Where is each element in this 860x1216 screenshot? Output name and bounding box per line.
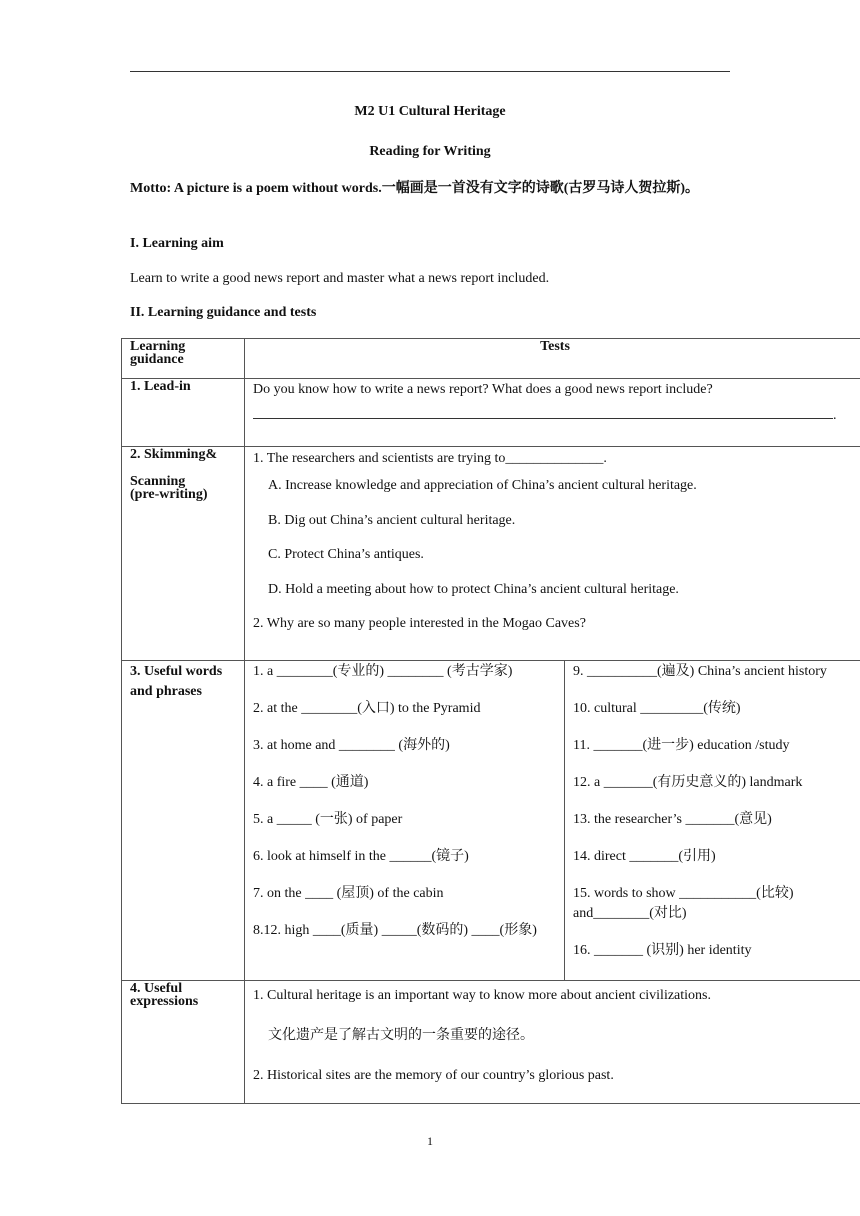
word-item-4: 4. a fire ____ (通道) <box>253 775 369 790</box>
page-number: 1 <box>427 1134 433 1148</box>
header-rule <box>130 71 730 72</box>
lead-in-question: Do you know how to write a news report? What does a good news report include? <box>253 382 713 397</box>
aim-text: Learn to write a good news report and master what a news report included. <box>130 271 550 286</box>
word-item-7: 7. on the ____ (屋顶) of the cabin <box>253 886 444 901</box>
header-line2: guidance <box>130 352 184 367</box>
word-item-13: 13. the researcher’s _______(意见) <box>573 812 772 827</box>
word-item-1: 1. a ________(专业的) ________ (考古学家) <box>253 664 513 679</box>
document-title: M2 U1 Cultural Heritage <box>354 104 506 119</box>
label-useful-words <box>122 661 244 702</box>
skimming-label-line3: (pre-writing) <box>130 487 208 502</box>
label-skimming <box>122 447 244 501</box>
lead-in-answer-line[interactable]: . <box>253 406 857 426</box>
useful-words-label-line2: and phrases <box>130 684 202 699</box>
word-item-14: 14. direct _______(引用) <box>573 849 716 864</box>
word-item-2: 2. at the ________(入口) to the Pyramid <box>253 701 481 716</box>
guidance-table <box>121 338 860 1104</box>
guidance-heading: II. Learning guidance and tests <box>130 305 317 320</box>
word-list-right <box>565 661 860 980</box>
motto: Motto: A picture is a poem without words.一幅画是一首没有文字的诗歌(古罗马诗人贺拉斯)。 <box>130 181 700 196</box>
skimming-q2: 2. Why are so many people interested in the Mogao Caves? <box>253 616 586 631</box>
word-item-12: 12. a _______(有历史意义的) landmark <box>573 775 803 790</box>
expression-1: 1. Cultural heritage is an important way to know more about ancient civilizations. <box>253 988 711 1003</box>
word-list-left <box>245 661 565 980</box>
option-b: B. Dig out China’s ancient cultural heritage. <box>268 512 516 528</box>
word-item-6: 6. look at himself in the ______(镜子) <box>253 849 469 864</box>
row-skimming <box>122 447 860 661</box>
word-item-11: 11. _______(进一步) education /study <box>573 738 790 753</box>
option-c: C. Protect China’s antiques. <box>268 547 424 562</box>
useful-expr-label-line1: 4. Useful <box>130 981 183 996</box>
option-a: A. Increase knowledge and appreciation of China’s ancient cultural heritage. <box>268 478 697 493</box>
word-item-5: 5. a _____ (一张) of paper <box>253 812 403 827</box>
row-lead-in <box>122 379 860 447</box>
table-header-row <box>122 339 860 379</box>
header-tests: Tests <box>540 339 570 354</box>
skimming-label-line2: Scanning <box>130 474 186 489</box>
word-item-8: 8.12. high ____(质量) _____(数码的) ____(形象) <box>253 923 537 938</box>
word-item-9: 9. __________(遍及) China’s ancient history <box>573 664 827 679</box>
expression-1-chinese: 文化遗产是了解古文明的一条重要的途径。 <box>268 1028 534 1043</box>
option-d: D. Hold a meeting about how to protect China’s ancient cultural heritage. <box>268 581 679 597</box>
useful-expr-label-line2: expressions <box>130 994 199 1009</box>
skimming-q1: 1. The researchers and scientists are trying to______________. <box>253 451 607 466</box>
label-lead-in: 1. Lead-in <box>130 379 191 394</box>
aim-heading: I. Learning aim <box>130 236 224 251</box>
header-line1: Learning <box>130 339 186 354</box>
word-item-3: 3. at home and ________ (海外的) <box>253 738 450 753</box>
word-item-15: 15. words to show ___________(比较) and________(对比) <box>573 886 794 921</box>
label-useful-expressions <box>122 981 244 1008</box>
row-useful-words <box>122 661 860 981</box>
useful-words-label-line1: 3. Useful words <box>130 664 223 679</box>
word-columns <box>245 661 860 980</box>
word-item-16: 16. _______ (识别) her identity <box>573 943 752 958</box>
row-useful-expressions <box>122 981 860 1104</box>
word-item-10: 10. cultural _________(传统) <box>573 701 741 716</box>
expression-2: 2. Historical sites are the memory of our country’s glorious past. <box>253 1068 614 1083</box>
header-learning-guidance <box>122 339 244 366</box>
document-subtitle: Reading for Writing <box>369 144 491 159</box>
skimming-label-line1: 2. Skimming& <box>130 447 218 462</box>
